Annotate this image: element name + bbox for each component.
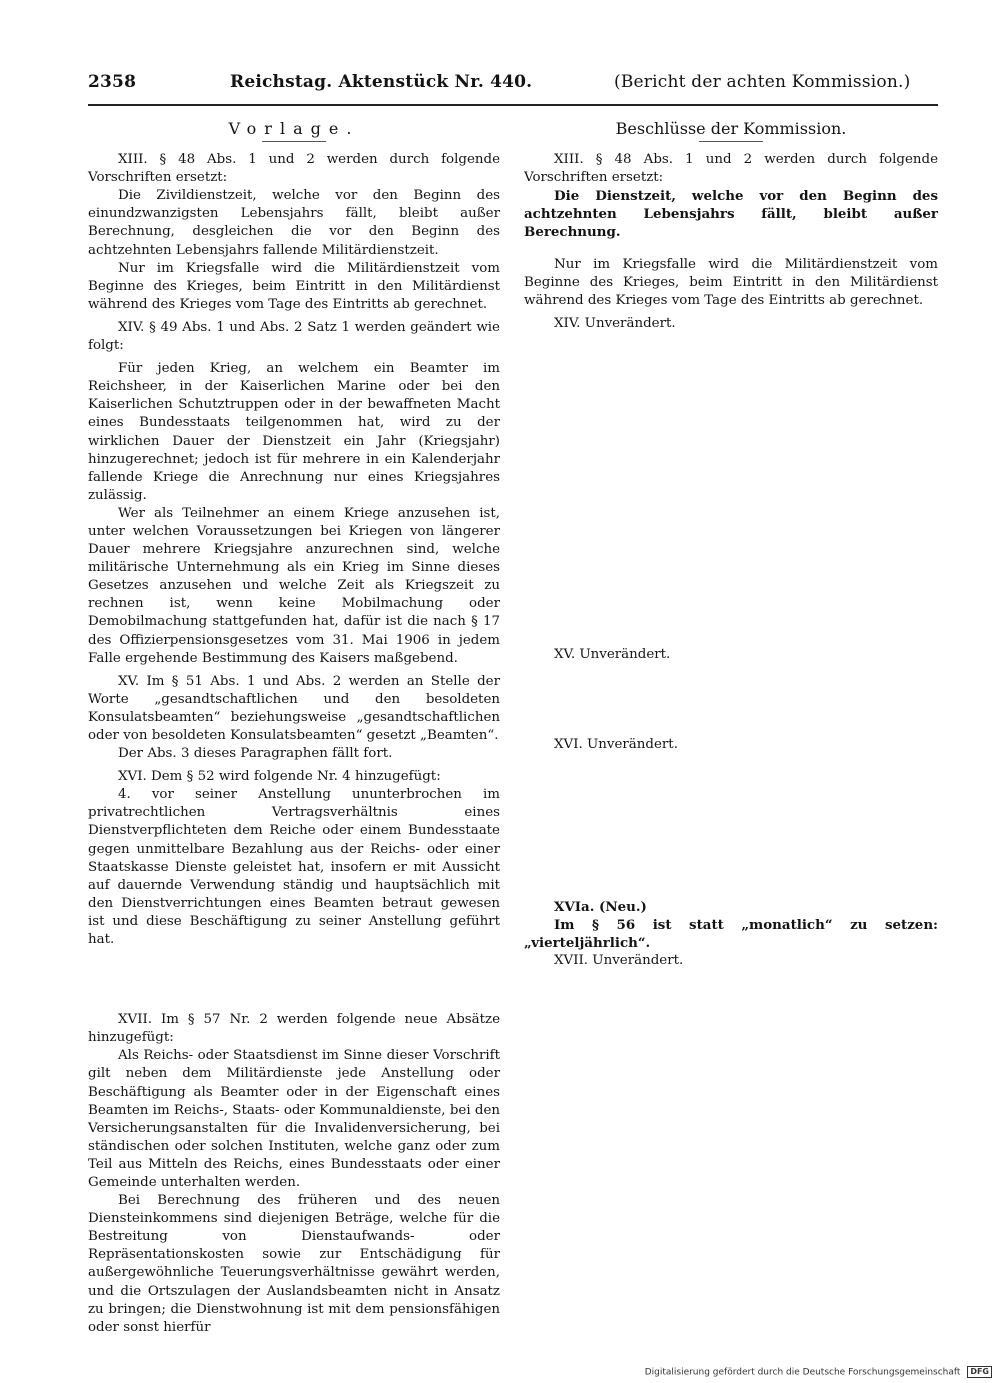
header-document-title: Reichstag. Aktenstück Nr. 440. (230, 72, 533, 92)
digitization-credit (616, 1366, 992, 1380)
xiii-decision-paragraph-2: Nur im Kriegsfalle wird die Militärdienstzeit vom Beginne des Krieges, beim Eintritt in den Militärdienst während des Krieges vom Tage des Eintritts ab gerechnet. (524, 256, 938, 308)
xv-paragraph-2: Der Abs. 3 dieses Paragraphen fällt fort. (118, 746, 393, 762)
left-title-divider (262, 141, 326, 142)
xiii-paragraph-1: Die Zivildienstzeit, welche vor den Beginn des einundzwanzigsten Lebensjahrs fällt, bleibt außer Berechnung, desgleichen die vor den Beginn des achtzehnten Lebensjahrs fallende Militärdienstzeit. (88, 188, 500, 258)
xiv-intro: XIV. § 49 Abs. 1 und Abs. 2 Satz 1 werden geändert wie folgt: (88, 319, 500, 354)
right-column-beschluesse (524, 120, 938, 971)
page-number: 2358 (88, 72, 137, 92)
running-header (88, 72, 938, 98)
right-title-divider (699, 141, 763, 142)
header-report-title: (Bericht der achten Kommission.) (614, 72, 911, 92)
xiii-intro: XIII. § 48 Abs. 1 und 2 werden durch folgende Vorschriften ersetzt: (88, 152, 500, 186)
xiii-decision-intro: XIII. § 48 Abs. 1 und 2 werden durch folgende Vorschriften ersetzt: (524, 152, 938, 186)
xv-paragraph-1: XV. Im § 51 Abs. 1 und Abs. 2 werden an Stelle der Worte „gesandtschaftlichen und den besoldeten Konsulatsbeamten“ beziehungsweise „gesandtschaftlichen oder von besoldeten Konsulatsbeamten“ gesetzt „Beamten“. (88, 673, 500, 743)
xvi-paragraph-1: 4. vor seiner Anstellung ununterbrochen im privatrechtlichen Vertragsverhältnis eines Dienstverpflichteten dem Reiche oder einem Bundesstaate gegen unmittelbare Bezahlung aus der Reichs- oder einer Staatskasse Dienste geleistet hat, insofern er mit Aussicht auf dauernde Verwendung ständig und hauptsächlich mit den Dienstverrichtungen eines Beamten betraut gewesen ist und diese Beschäftigung zu seiner Anstellung geführt hat. (88, 787, 500, 948)
xvi-decision: XVI. Unverändert. (554, 737, 678, 753)
left-column-title: Vorlage. (228, 119, 360, 138)
digitization-credit-text: Digitalisierung gefördert durch die Deutsche Forschungsgemeinschaft (644, 1367, 961, 1378)
right-column-title: Beschlüsse der Kommission. (615, 119, 847, 138)
xvii-paragraph-1: Als Reichs- oder Staatsdienst im Sinne dieser Vorschrift gilt neben dem Militärdienste jede Anstellung oder Beschäftigung als Beamter oder in der Eigenschaft eines Beamten im Reichs-, Staats- oder Kommunaldienste, bei den Versicherungsanstalten für die Invalidenversicherung, bei ständischen oder solchen Instituten, welche ganz oder zum Teil aus Mitteln des Reichs, eines Bundesstaats oder einer Gemeinde unterhalten werden. (88, 1048, 500, 1190)
xvii-paragraph-2: Bei Berechnung des früheren und des neuen Diensteinkommens sind diejenigen Beträge, welche für die Bestreitung von Dienstaufwands- oder Repräsentationskosten sowie zur Entschädigung für außergewöhnliche Teuerungsverhältnisse gewährt werden, und die Ortszulagen der Auslandsbeamten nicht in Ansatz zu bringen; die Dienstwohnung ist mit dem pensionsfähigen oder sonst hierfür (88, 1193, 500, 1335)
xv-decision: XV. Unverändert. (554, 646, 671, 662)
xiii-paragraph-2: Nur im Kriegsfalle wird die Militärdienstzeit vom Beginne des Krieges, beim Eintritt in den Militärdienst während des Krieges vom Tage des Eintritts ab gerechnet. (88, 260, 500, 312)
xiv-decision: XIV. Unverändert. (554, 315, 676, 331)
xvi-intro: XVI. Dem § 52 wird folgende Nr. 4 hinzugefügt: (118, 769, 441, 785)
xvii-intro: XVII. Im § 57 Nr. 2 werden folgende neue Absätze hinzugefügt: (88, 1012, 500, 1046)
xvii-decision: XVII. Unverändert. (554, 953, 684, 969)
xiv-paragraph-1: Für jeden Krieg, an welchem ein Beamter im Reichsheer, in der Kaiserlichen Marine oder bei den Kaiserlichen Schutztruppen oder in der bewaffneten Macht eines Bundesstaats teilgenommen hat, wird zu der wirklichen Dauer der Dienstzeit ein Jahr (Kriegsjahr) hinzugerechnet; jedoch ist für mehrere in ein Kalenderjahr fallende Kriege die Anrechnung nur eines Kriegsjahres zulässig. (88, 361, 500, 503)
xiii-decision-paragraph-1: Die Dienstzeit, welche vor den Beginn des achtzehnten Lebensjahrs fällt, bleibt außer Berechnung. (524, 188, 938, 241)
xiv-paragraph-2: Wer als Teilnehmer an einem Kriege anzusehen ist, unter welchen Voraussetzungen bei Kriegen von längerer Dauer mehrere Kriegsjahre anzurechnen sind, welche militärische Unternehmung als ein Krieg im Sinne dieses Gesetzes anzusehen und welche Zeit als Kriegszeit zu rechnen ist, wenn keine Mobilmachung oder Demobilmachung stattgefunden hat, dafür ist die nach § 17 des Offizierpensionsgesetzes vom 31. Mai 1906 in jedem Falle ergehende Bestimmung des Kaisers maßgebend. (88, 505, 500, 666)
xvia-text: Im § 56 ist statt „monatlich“ zu setzen: „vierteljährlich“. (524, 917, 938, 952)
left-column-vorlage (88, 120, 500, 1337)
header-rule (88, 104, 938, 106)
xvia-heading: XVIa. (Neu.) (554, 899, 647, 916)
dfg-logo: DFG (967, 1366, 992, 1378)
